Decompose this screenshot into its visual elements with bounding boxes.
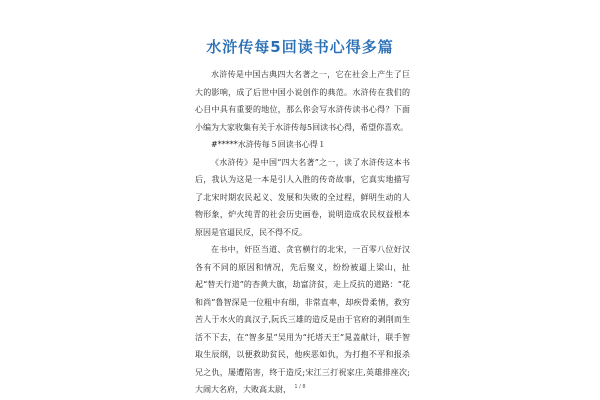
- page-number: 1 / 8: [294, 384, 306, 390]
- body-paragraph-1: 《水浒传》是中国“四大名著”之一，读了水浒传这本书后，我认为这是一本是引人入胜的传奇故事，它真实地描写了北宋时期农民起义、发展和失败的全过程，鲜明生动的人物形象，炉火纯青的社会历史画卷，说明造成农民权益根本原因是官逼民反，民不得不反。: [195, 157, 410, 237]
- document-title: 水浒传每5回读书心得多篇: [206, 38, 394, 56]
- intro-paragraph: 水浒传是中国古典四大名著之一，它在社会上产生了巨大的影响，成了后世中国小说创作的典范。水浒传在我们的心目中具有重要的地位，那么你会写水浒传读书心得？下面小编为大家收集有关于水浒传每5回读书心得，希望你喜欢。: [195, 70, 410, 132]
- document-body: [195, 66, 410, 399]
- section-heading: #*****水浒传每５回读书心得１: [211, 140, 326, 149]
- body-paragraph-2: 在书中，奸臣当道、贪官横行的北宋，一百零八位好汉各有不同的原因和情况，先后聚义，纷纷被逼上梁山，扯起“替天行道”的杏黄大旗，劫富济贫，走上反抗的道路：“花和尚”鲁智深是一位粗中有细，非常直率，却疾骨柔情，救穷苦人于水火的真汉子,阮氏三雄的造反是由于官府的剥削而生活不下去，在“智多星”吴用为“托塔天王”晁盖献计，联手智取生辰纲，以便救助贫民，他疾恶如仇，为打抱不平和报杀兄之仇，屡遭陷害，终于造反;宋江三打祝家庄,英雄排座次;大闹大名府，大败高太尉，: [195, 245, 410, 394]
